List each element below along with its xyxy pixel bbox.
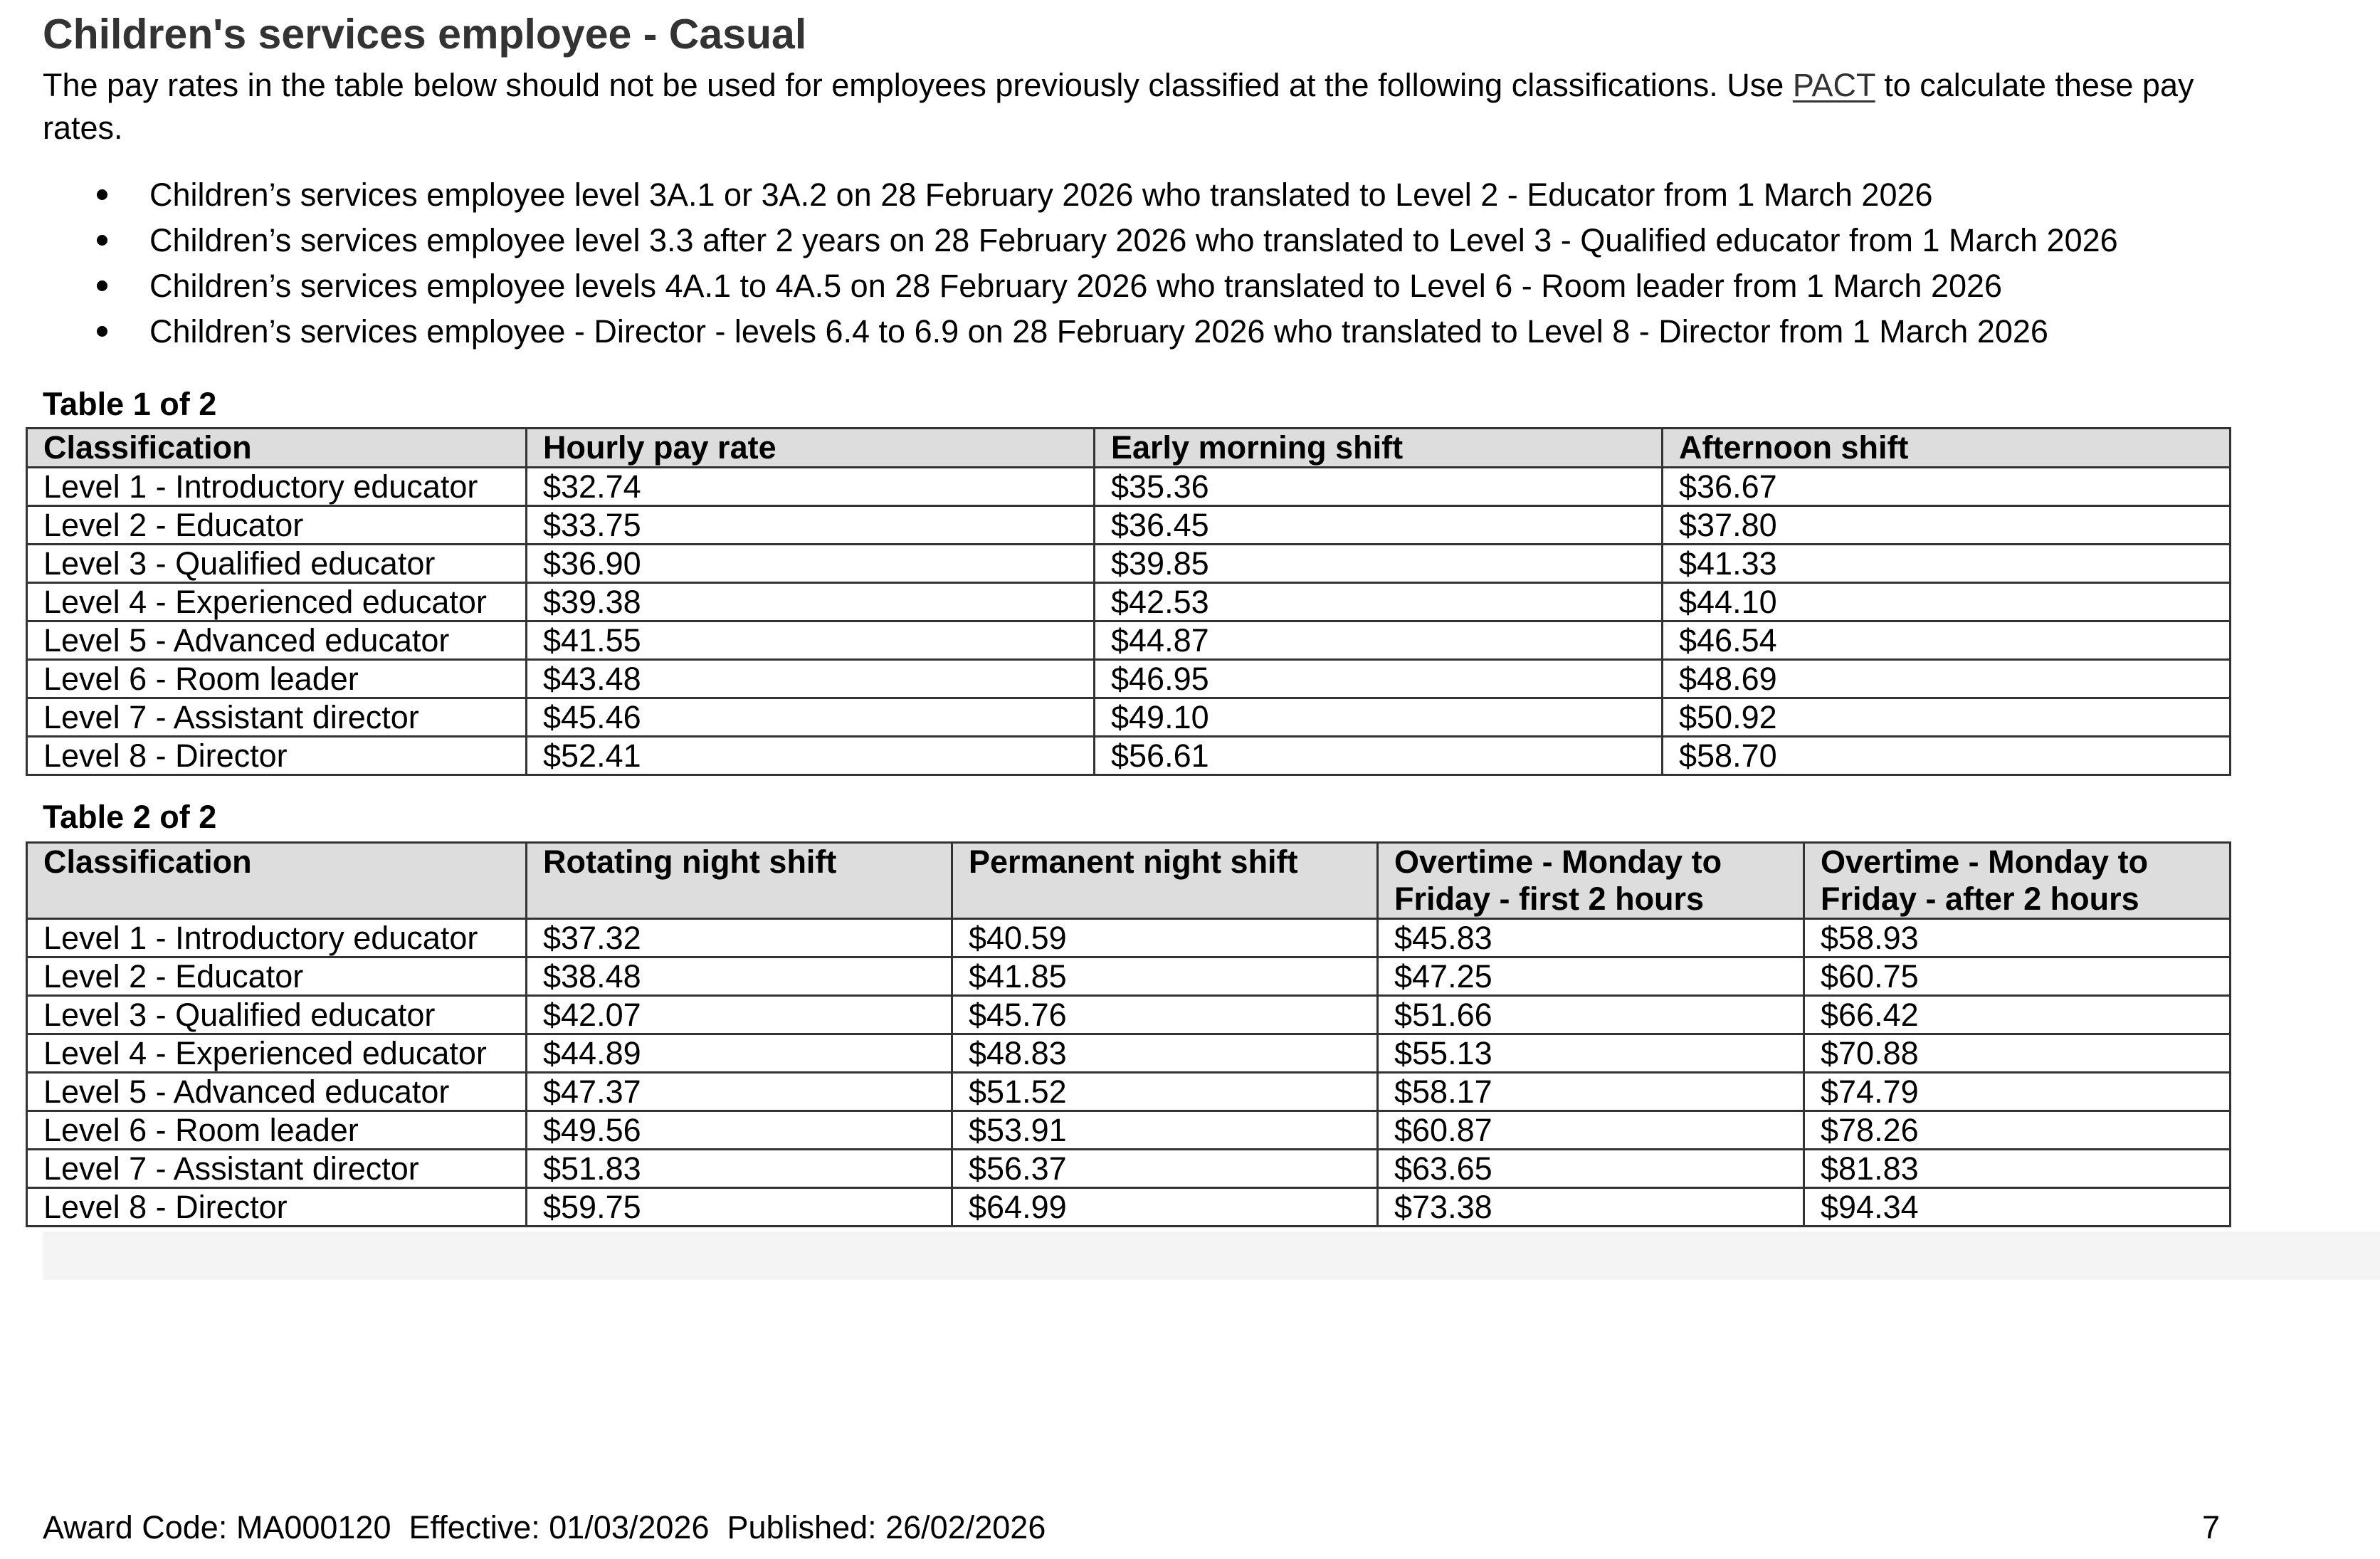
bullet-item: Children’s services employee level 3.3 after 2 years on 28 February 2026 who translated to Level 3 - Qualified educator from 1 March 2026 xyxy=(0,218,2118,263)
rate-cell: $63.65 xyxy=(1378,1150,1804,1188)
rate-cell: $60.75 xyxy=(1804,957,2231,996)
rate-cell: $58.70 xyxy=(1663,737,2231,775)
classification-cell: Level 5 - Advanced educator xyxy=(27,1073,527,1111)
rate-cell: $49.10 xyxy=(1095,698,1663,737)
column-header: Overtime - Monday to Friday - first 2 hours xyxy=(1378,843,1804,919)
rate-cell: $33.75 xyxy=(527,506,1095,545)
classification-cell: Level 7 - Assistant director xyxy=(27,1150,527,1188)
intro-text-before: The pay rates in the table below should not be used for employees previously classified at the following classifications. Use xyxy=(43,67,1793,103)
rate-cell: $64.99 xyxy=(952,1188,1378,1227)
table-header-row xyxy=(27,429,2231,468)
rate-cell: $41.85 xyxy=(952,957,1378,996)
classification-cell: Level 3 - Qualified educator xyxy=(27,545,527,583)
classification-cell: Level 8 - Director xyxy=(27,737,527,775)
rate-cell: $51.52 xyxy=(952,1073,1378,1111)
rate-cell: $44.10 xyxy=(1663,583,2231,621)
column-header: Classification xyxy=(27,429,527,468)
table-row xyxy=(27,468,2231,506)
bullet-icon xyxy=(97,280,107,291)
pay-rates-table-1 xyxy=(26,427,2231,776)
rate-cell: $74.79 xyxy=(1804,1073,2231,1111)
intro-text-after: to calculate these pay rates. xyxy=(43,67,2194,146)
bullet-icon xyxy=(97,189,107,200)
column-header: Classification xyxy=(27,843,527,919)
rate-cell: $44.89 xyxy=(527,1034,952,1073)
rate-cell: $37.32 xyxy=(527,919,952,957)
rate-cell: $45.83 xyxy=(1378,919,1804,957)
rate-cell: $41.55 xyxy=(527,621,1095,660)
rate-cell: $73.38 xyxy=(1378,1188,1804,1227)
rate-cell: $59.75 xyxy=(527,1188,952,1227)
table-header-row xyxy=(27,843,2231,919)
table-row xyxy=(27,919,2231,957)
bullet-icon xyxy=(97,326,107,337)
rate-cell: $58.17 xyxy=(1378,1073,1804,1111)
pay-rates-table-2 xyxy=(26,841,2231,1227)
table-row xyxy=(27,1073,2231,1111)
rate-cell: $41.33 xyxy=(1663,545,2231,583)
table-row xyxy=(27,737,2231,775)
rate-cell: $70.88 xyxy=(1804,1034,2231,1073)
table-row xyxy=(27,996,2231,1034)
classification-cell: Level 7 - Assistant director xyxy=(27,698,527,737)
classification-cell: Level 1 - Introductory educator xyxy=(27,468,527,506)
rate-cell: $51.66 xyxy=(1378,996,1804,1034)
column-header: Hourly pay rate xyxy=(527,429,1095,468)
table-row xyxy=(27,660,2231,698)
grey-separator-bar xyxy=(43,1232,2380,1280)
rate-cell: $49.56 xyxy=(527,1111,952,1150)
rate-cell: $53.91 xyxy=(952,1111,1378,1150)
rate-cell: $45.76 xyxy=(952,996,1378,1034)
rate-cell: $47.25 xyxy=(1378,957,1804,996)
rate-cell: $56.61 xyxy=(1095,737,1663,775)
rate-cell: $48.83 xyxy=(952,1034,1378,1073)
rate-cell: $35.36 xyxy=(1095,468,1663,506)
table-row xyxy=(27,1034,2231,1073)
table-row xyxy=(27,621,2231,660)
classification-cell: Level 4 - Experienced educator xyxy=(27,1034,527,1073)
bullet-item: Children’s services employee levels 4A.1 to 4A.5 on 28 February 2026 who translated to Level 6 - Room leader from 1 March 2026 xyxy=(0,263,2118,309)
bullet-item: Children’s services employee level 3A.1 or 3A.2 on 28 February 2026 who translated to Level 2 - Educator from 1 March 2026 xyxy=(0,172,2118,218)
rate-cell: $55.13 xyxy=(1378,1034,1804,1073)
rate-cell: $40.59 xyxy=(952,919,1378,957)
rate-cell: $42.07 xyxy=(527,996,952,1034)
page-number: 7 xyxy=(2202,1509,2221,1545)
table-row xyxy=(27,506,2231,545)
rate-cell: $47.37 xyxy=(527,1073,952,1111)
page-title: Children's services employee - Casual xyxy=(43,11,807,58)
table2-caption: Table 2 of 2 xyxy=(43,799,217,835)
rate-cell: $52.41 xyxy=(527,737,1095,775)
rate-cell: $45.46 xyxy=(527,698,1095,737)
classification-cell: Level 6 - Room leader xyxy=(27,660,527,698)
rate-cell: $58.93 xyxy=(1804,919,2231,957)
classification-cell: Level 8 - Director xyxy=(27,1188,527,1227)
rate-cell: $44.87 xyxy=(1095,621,1663,660)
table1-caption: Table 1 of 2 xyxy=(43,386,217,422)
rate-cell: $36.67 xyxy=(1663,468,2231,506)
pact-link[interactable]: PACT xyxy=(1792,67,1875,103)
rate-cell: $37.80 xyxy=(1663,506,2231,545)
rate-cell: $81.83 xyxy=(1804,1150,2231,1188)
rate-cell: $39.85 xyxy=(1095,545,1663,583)
rate-cell: $50.92 xyxy=(1663,698,2231,737)
rate-cell: $60.87 xyxy=(1378,1111,1804,1150)
table-row xyxy=(27,957,2231,996)
rate-cell: $51.83 xyxy=(527,1150,952,1188)
classification-bullet-list xyxy=(0,172,2118,355)
classification-cell: Level 4 - Experienced educator xyxy=(27,583,527,621)
table-row xyxy=(27,1150,2231,1188)
rate-cell: $36.90 xyxy=(527,545,1095,583)
classification-cell: Level 2 - Educator xyxy=(27,957,527,996)
classification-cell: Level 5 - Advanced educator xyxy=(27,621,527,660)
intro-paragraph xyxy=(43,64,2206,149)
classification-cell: Level 3 - Qualified educator xyxy=(27,996,527,1034)
table-row xyxy=(27,698,2231,737)
classification-cell: Level 1 - Introductory educator xyxy=(27,919,527,957)
bullet-icon xyxy=(97,235,107,246)
rate-cell: $43.48 xyxy=(527,660,1095,698)
rate-cell: $39.38 xyxy=(527,583,1095,621)
rate-cell: $48.69 xyxy=(1663,660,2231,698)
column-header: Permanent night shift xyxy=(952,843,1378,919)
footer-award-info: Award Code: MA000120 Effective: 01/03/2026 Published: 26/02/2026 xyxy=(43,1509,1046,1545)
table-row xyxy=(27,1111,2231,1150)
rate-cell: $32.74 xyxy=(527,468,1095,506)
rate-cell: $56.37 xyxy=(952,1150,1378,1188)
table-row xyxy=(27,1188,2231,1227)
table-row xyxy=(27,545,2231,583)
rate-cell: $36.45 xyxy=(1095,506,1663,545)
column-header: Early morning shift xyxy=(1095,429,1663,468)
rate-cell: $94.34 xyxy=(1804,1188,2231,1227)
rate-cell: $46.95 xyxy=(1095,660,1663,698)
column-header: Afternoon shift xyxy=(1663,429,2231,468)
rate-cell: $66.42 xyxy=(1804,996,2231,1034)
column-header: Rotating night shift xyxy=(527,843,952,919)
rate-cell: $38.48 xyxy=(527,957,952,996)
rate-cell: $46.54 xyxy=(1663,621,2231,660)
classification-cell: Level 6 - Room leader xyxy=(27,1111,527,1150)
bullet-item: Children’s services employee - Director - levels 6.4 to 6.9 on 28 February 2026 who translated to Level 8 - Director from 1 March 2026 xyxy=(0,309,2118,355)
rate-cell: $42.53 xyxy=(1095,583,1663,621)
table-row xyxy=(27,583,2231,621)
classification-cell: Level 2 - Educator xyxy=(27,506,527,545)
rate-cell: $78.26 xyxy=(1804,1111,2231,1150)
column-header: Overtime - Monday to Friday - after 2 hours xyxy=(1804,843,2231,919)
